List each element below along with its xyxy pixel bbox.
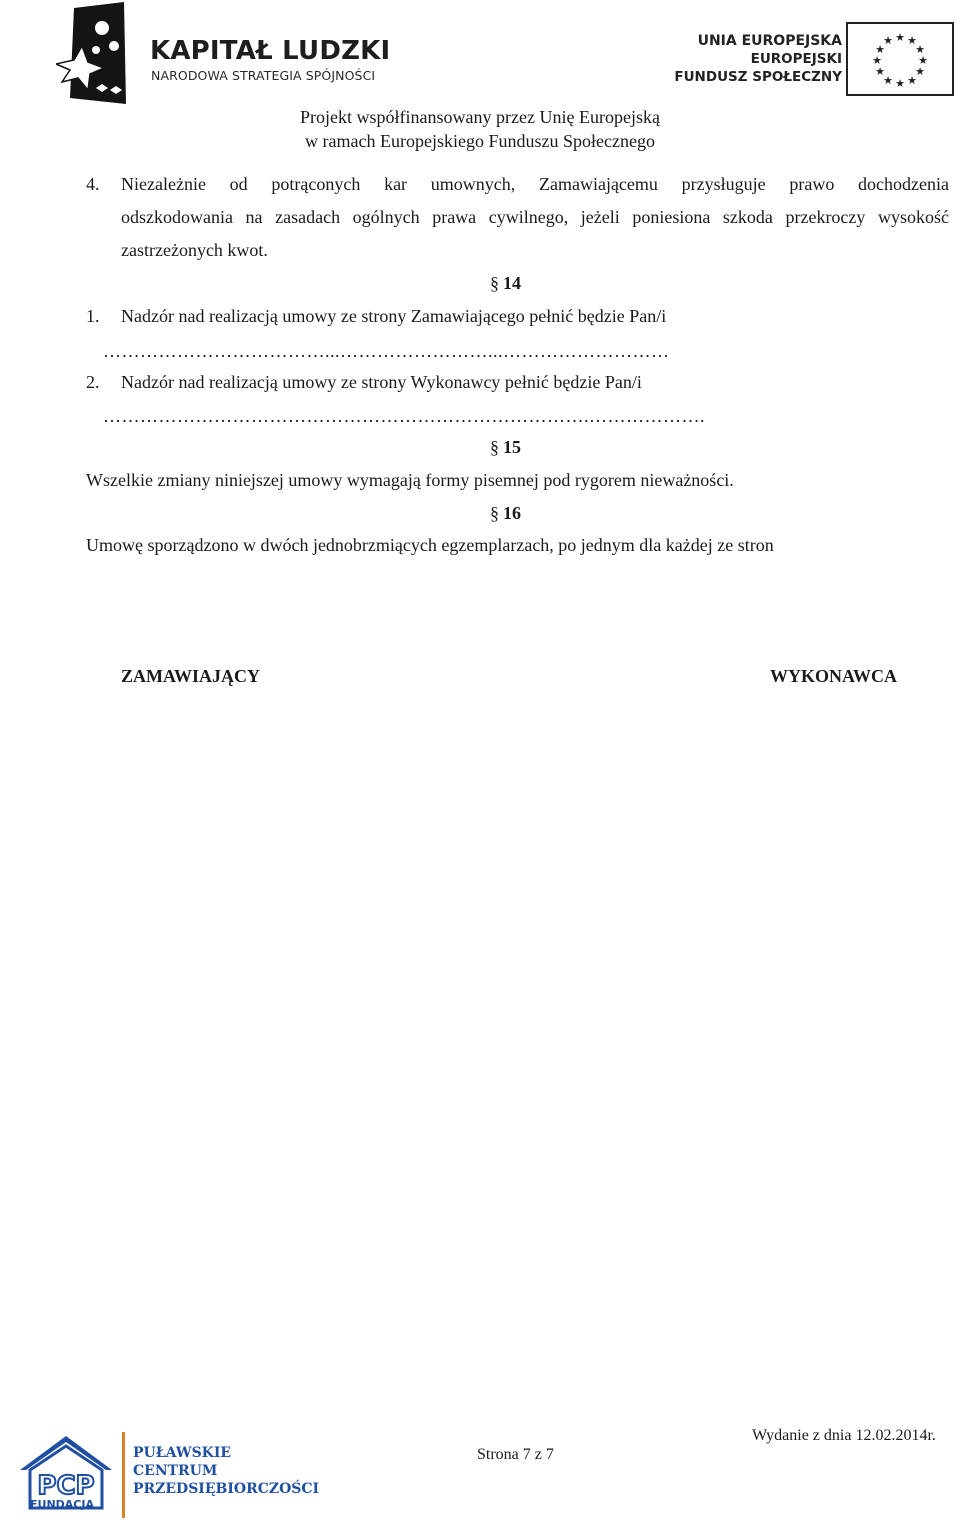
paragraph-4-line-3: zastrzeżonych kwot. — [121, 240, 268, 260]
paragraph-4-number: 4. — [86, 174, 100, 194]
section-16-text: Umowę sporządzono w dwóch jednobrzmiących egzemplarzach, po jednym dla każdej ze stron — [86, 535, 774, 555]
kapital-ludzki-emblem-icon — [56, 2, 142, 106]
section-number: 16 — [503, 503, 521, 523]
paragraph-4-line-2: odszkodowania na zasadach ogólnych prawa cywilnego, jeżeli poniesiona szkoda przekroczy wysokość — [121, 207, 949, 227]
pcp-name — [133, 1444, 319, 1498]
section-14-item-2-text: Nadzór nad realizacją umowy ze strony Wykonawcy pełnić będzie Pan/i — [121, 372, 642, 392]
svg-text:★: ★ — [875, 65, 885, 78]
section-14-heading — [490, 273, 521, 294]
page-number: Strona 7 z 7 — [477, 1446, 554, 1463]
svg-text:★: ★ — [875, 43, 885, 56]
svg-text:★: ★ — [915, 65, 925, 78]
svg-text:★: ★ — [895, 31, 905, 44]
svg-text:★: ★ — [872, 54, 882, 67]
section-15-text: Wszelkie zmiany niniejszej umowy wymagają formy pisemnej pod rygorem nieważności. — [86, 470, 734, 490]
edition-date: Wydanie z dnia 12.02.2014r. — [752, 1427, 936, 1444]
eu-line-1: UNIA EUROPEJSKA — [697, 33, 842, 49]
pcp-foundation-logo — [0, 1422, 318, 1531]
eu-line-2: EUROPEJSKI — [750, 51, 842, 67]
pcp-divider — [122, 1432, 125, 1518]
kapital-ludzki-subtitle: NARODOWA STRATEGIA SPÓJNOŚCI — [151, 68, 376, 83]
svg-text:★: ★ — [915, 43, 925, 56]
section-14-item-2-number: 2. — [86, 372, 100, 392]
eu-flag-icon — [846, 22, 954, 96]
project-line-2: w ramach Europejskiego Funduszu Społecznego — [305, 131, 655, 151]
section-14-item-1-text: Nadzór nad realizacją umowy ze strony Zamawiającego pełnić będzie Pan/i — [121, 306, 667, 326]
svg-text:★: ★ — [907, 74, 917, 87]
wykonawca-supervisor-placeholder: …………………………………………………………………….………………. — [103, 406, 705, 426]
pcp-fundacja-label: FUNDACJA — [30, 1498, 94, 1511]
section-symbol: § — [490, 437, 499, 457]
section-number: 14 — [503, 273, 521, 293]
signature-wykonawca: WYKONAWCA — [770, 666, 898, 686]
section-number: 15 — [503, 437, 521, 457]
svg-text:★: ★ — [895, 77, 905, 90]
pcp-name-line-3: PRZEDSIĘBIORCZOŚCI — [133, 1481, 320, 1497]
section-15-heading — [490, 437, 521, 458]
eu-logo-text — [674, 32, 842, 86]
section-16-heading — [490, 503, 521, 524]
signature-zamawiajacy: ZAMAWIAJĄCY — [121, 666, 260, 686]
section-symbol: § — [490, 503, 499, 523]
eu-line-3: FUNDUSZ SPOŁECZNY — [674, 69, 842, 85]
section-14-item-1-number: 1. — [86, 306, 100, 326]
svg-text:★: ★ — [918, 54, 928, 67]
project-line-1: Projekt współfinansowany przez Unię Europejską — [300, 107, 660, 127]
eu-social-fund-logo — [674, 20, 956, 96]
pcp-abbr: PCP — [37, 1471, 95, 1501]
paragraph-4-line-1: Niezależnie od potrąconych kar umownych, Zamawiającemu przysługuje prawo dochodzenia — [121, 174, 949, 194]
svg-text:★: ★ — [883, 34, 893, 47]
section-symbol: § — [490, 273, 499, 293]
zamawiajacy-supervisor-placeholder: ………………………………...……………………...……………………… — [103, 341, 670, 361]
svg-text:★: ★ — [883, 74, 893, 87]
kapital-ludzki-title: KAPITAŁ LUDZKI — [150, 36, 391, 66]
pcp-name-line-1: PUŁAWSKIE — [133, 1445, 232, 1461]
kapital-ludzki-logo — [56, 2, 391, 106]
svg-text:★: ★ — [907, 34, 917, 47]
pcp-name-line-2: CENTRUM — [133, 1463, 218, 1479]
